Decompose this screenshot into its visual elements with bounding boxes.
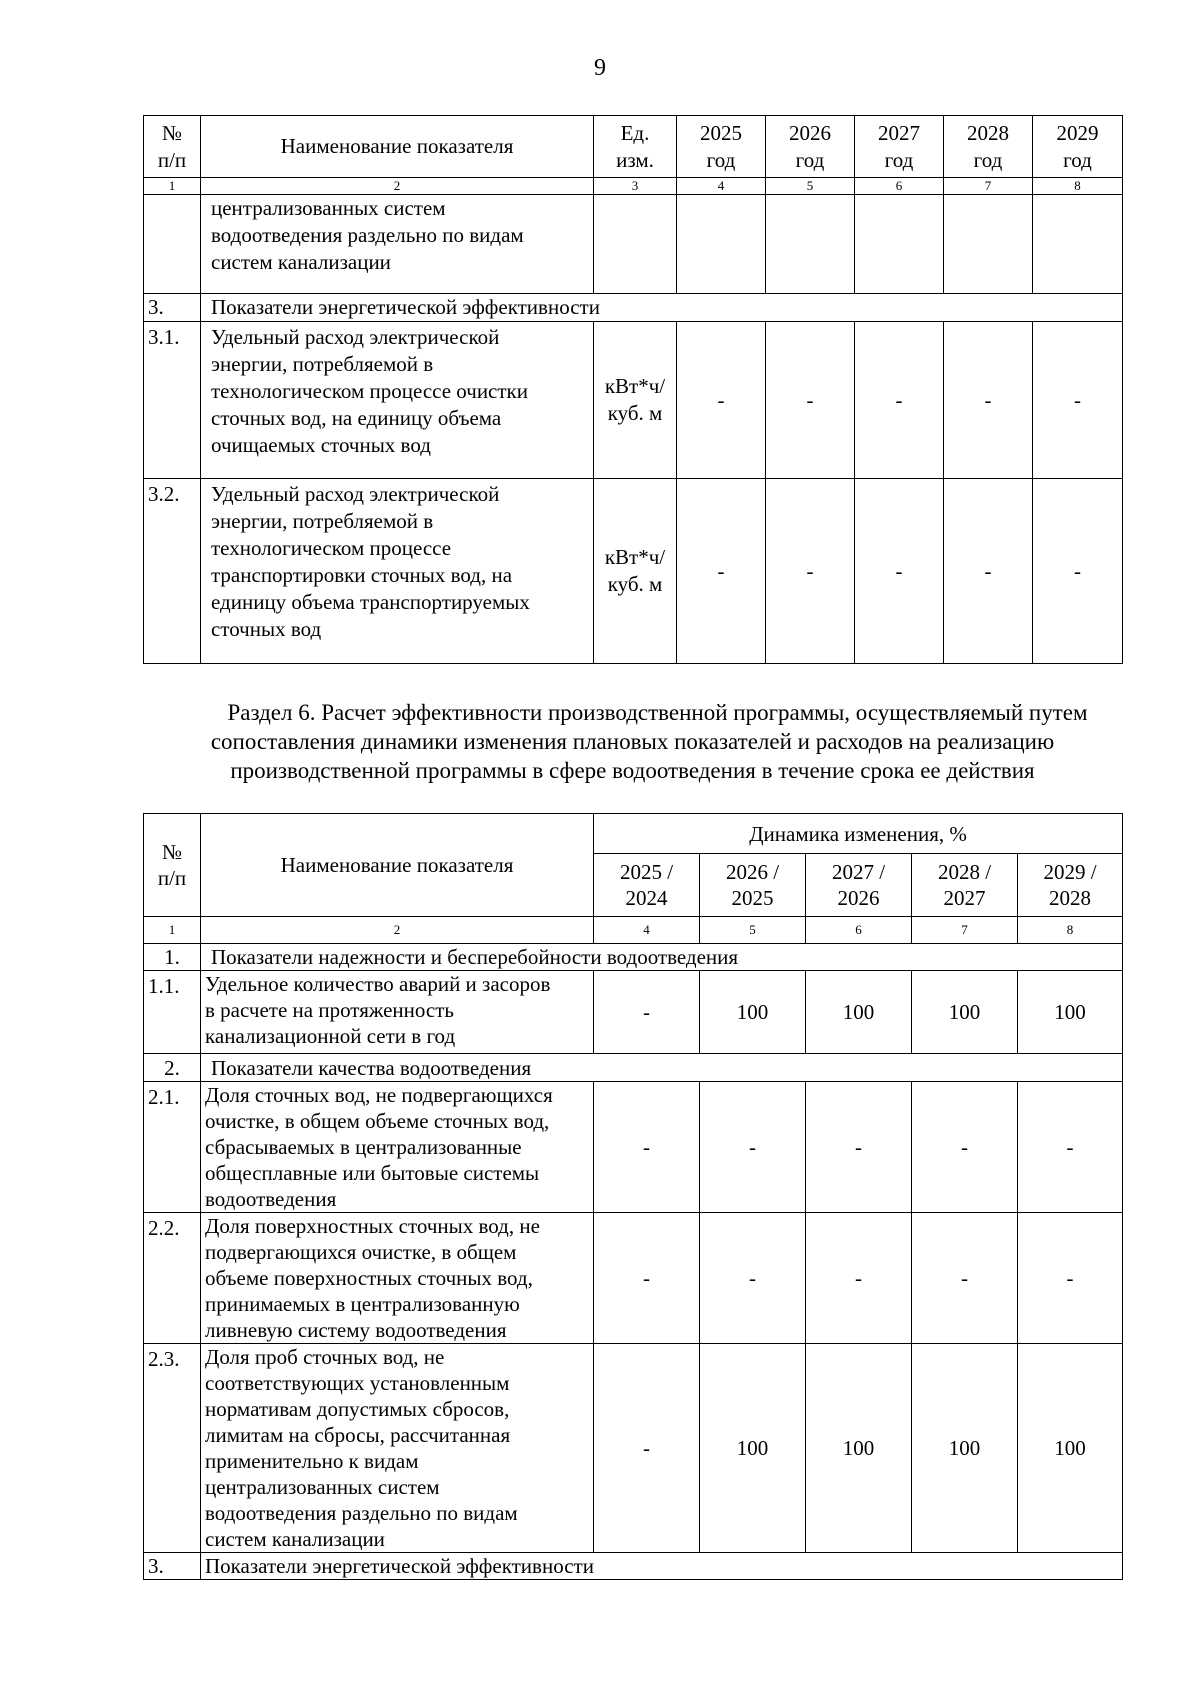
row-num: 1.1.: [144, 971, 201, 1054]
cell-value: -: [912, 1082, 1018, 1213]
header-unit: Ед. изм.: [594, 116, 677, 178]
cell-value: -: [594, 1344, 700, 1553]
table-row: [144, 1213, 1123, 1344]
row-name: Доля проб сточных вод, не соответствующих установленным нормативам допустимых сбросов, лимитам на сбросы, рассчитанная применительно к видам централизованных систем водоотведения раздельно по видам систем канализации: [201, 1344, 594, 1553]
cell-value: 100: [912, 971, 1018, 1054]
col-number: 5: [700, 917, 806, 944]
section-row: [144, 944, 1123, 971]
header-num: № п/п: [144, 116, 201, 178]
cell-value: 100: [806, 971, 912, 1054]
cell-value: 100: [1018, 971, 1123, 1054]
header-year: 2026 год: [766, 116, 855, 178]
table-row: [144, 195, 1123, 294]
header-year: 2029 год: [1033, 116, 1123, 178]
section-num: 3.: [144, 1553, 201, 1580]
cell-value: -: [700, 1082, 806, 1213]
header-period: 2028 / 2027: [912, 854, 1018, 917]
table1-column-numbers: [144, 178, 1123, 195]
row-num: 2.2.: [144, 1213, 201, 1344]
cell-value: -: [855, 479, 944, 664]
cell-value: 100: [912, 1344, 1018, 1553]
row-name: Удельное количество аварий и засоров в расчете на протяженность канализационной сети в год: [201, 971, 594, 1054]
section-num: 2.: [144, 1054, 201, 1082]
cell-value: 100: [1018, 1344, 1123, 1553]
section-num: 3.: [144, 294, 201, 322]
col-number: 1: [144, 917, 201, 944]
cell-value: -: [855, 322, 944, 479]
table-row: [144, 322, 1123, 479]
col-number: 7: [944, 178, 1033, 195]
cell-value: -: [1033, 322, 1123, 479]
table-row: [144, 1082, 1123, 1213]
col-number: 6: [806, 917, 912, 944]
cell-value: -: [766, 479, 855, 664]
cell-value: -: [806, 1082, 912, 1213]
section-row: [144, 294, 1123, 322]
row-num: 3.1.: [144, 322, 201, 479]
header-period: 2025 / 2024: [594, 854, 700, 917]
cell-value: -: [912, 1213, 1018, 1344]
cell-value: 100: [700, 1344, 806, 1553]
row-name: Доля сточных вод, не подвергающихся очистке, в общем объеме сточных вод, сбрасываемых в централизованные общесплавные или бытовые системы водоотведения: [201, 1082, 594, 1213]
header-period: 2026 / 2025: [700, 854, 806, 917]
page-number: 9: [594, 55, 606, 81]
row-num: 2.3.: [144, 1344, 201, 1553]
cell-value: -: [806, 1213, 912, 1344]
cell-value: -: [766, 322, 855, 479]
header-name: Наименование показателя: [201, 116, 594, 178]
section-title: Показатели энергетической эффективности: [201, 294, 1123, 322]
col-number: 2: [201, 178, 594, 195]
efficiency-dynamics-table: [143, 813, 1123, 1580]
header-period: 2029 / 2028: [1018, 854, 1123, 917]
section-6-heading: Раздел 6. Расчет эффективности производственной программы, осуществляемый путем сопоставления динамики изменения плановых показателей и расходов на реализацию производственной программы в сфере водоотведения в течение срока ее действия: [210, 700, 1088, 783]
table-row: [144, 971, 1123, 1054]
col-number: 2: [201, 917, 594, 944]
table1-header-row: [144, 116, 1123, 178]
col-number: 5: [766, 178, 855, 195]
section-title: Показатели энергетической эффективности: [201, 1553, 1123, 1580]
section-title: Показатели качества водоотведения: [201, 1054, 1123, 1082]
row-num: 3.2.: [144, 479, 201, 664]
cell-value: -: [594, 1082, 700, 1213]
header-year: 2028 год: [944, 116, 1033, 178]
col-number: 8: [1033, 178, 1123, 195]
header-name: Наименование показателя: [201, 814, 594, 917]
section-title: Показатели надежности и бесперебойности водоотведения: [201, 944, 1123, 971]
header-year: 2027 год: [855, 116, 944, 178]
cell-value: -: [944, 479, 1033, 664]
cell-value: 100: [806, 1344, 912, 1553]
header-dynamics: Динамика изменения, %: [594, 814, 1123, 854]
section-row: [144, 1054, 1123, 1082]
cell-value: 100: [700, 971, 806, 1054]
row-unit: кВт*ч/ куб. м: [594, 479, 677, 664]
col-number: 4: [677, 178, 766, 195]
header-period: 2027 / 2026: [806, 854, 912, 917]
col-number: 8: [1018, 917, 1123, 944]
table-row: [144, 1344, 1123, 1553]
cell-value: -: [677, 479, 766, 664]
header-year: 2025 год: [677, 116, 766, 178]
col-number: 1: [144, 178, 201, 195]
indicators-table-continued: [143, 115, 1123, 664]
section-row: [144, 1553, 1123, 1580]
table-row: [144, 479, 1123, 664]
cell-value: -: [1018, 1082, 1123, 1213]
row-name: Удельный расход электрической энергии, потребляемой в технологическом процессе очистки сточных вод, на единицу объема очищаемых сточных вод: [201, 322, 594, 479]
row-name: Удельный расход электрической энергии, потребляемой в технологическом процессе транспортировки сточных вод, на единицу объема транспортируемых сточных вод: [201, 479, 594, 664]
col-number: 3: [594, 178, 677, 195]
table2-header-row: [144, 814, 1123, 854]
cell-value: -: [1033, 479, 1123, 664]
section-num: 1.: [144, 944, 201, 971]
row-num: 2.1.: [144, 1082, 201, 1213]
row-unit: кВт*ч/ куб. м: [594, 322, 677, 479]
col-number: 4: [594, 917, 700, 944]
cell-value: -: [700, 1213, 806, 1344]
cell-value: -: [594, 971, 700, 1054]
table2-column-numbers: [144, 917, 1123, 944]
continuation-text: централизованных систем водоотведения раздельно по видам систем канализации: [201, 195, 594, 294]
cell-value: -: [677, 322, 766, 479]
col-number: 6: [855, 178, 944, 195]
cell-value: -: [1018, 1213, 1123, 1344]
cell-value: -: [594, 1213, 700, 1344]
col-number: 7: [912, 917, 1018, 944]
cell-value: -: [944, 322, 1033, 479]
row-name: Доля поверхностных сточных вод, не подвергающихся очистке, в общем объеме поверхностных сточных вод, принимаемых в централизованную ливневую систему водоотведения: [201, 1213, 594, 1344]
header-num: № п/п: [144, 814, 201, 917]
